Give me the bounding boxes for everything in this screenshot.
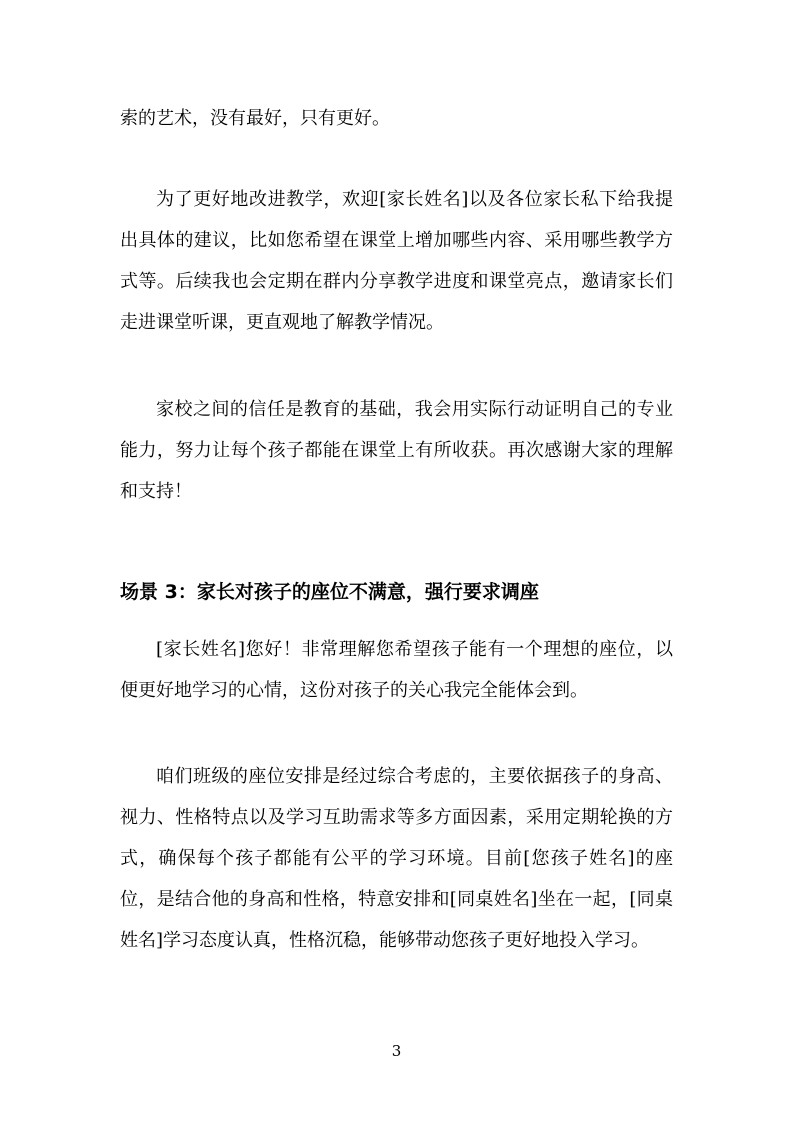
section-heading: 场景 3：家长对孩子的座位不满意，强行要求调座 [120,581,539,603]
paragraph-continuation: 索的艺术，没有最好，只有更好。 [120,108,390,129]
page-number: 3 [391,1042,402,1060]
paragraph-trust: 家校之间的信任是教育的基础，我会用实际行动证明自己的专业能力，努力让每个孩子都能在课堂上有所收获。再次感谢大家的理解和支持！ [120,399,673,502]
paragraph-teaching-suggestions: 为了更好地改进教学，欢迎[家长姓名]以及各位家长私下给我提出具体的建议，比如您希望在课堂上增加哪些内容、采用哪些教学方式等。后续我也会定期在群内分享教学进度和课堂亮点，邀请家长们走进课堂听课，更直观地了解教学情况。 [120,189,673,333]
paragraph-seating-explanation: 咱们班级的座位安排是经过综合考虑的，主要依据孩子的身高、视力、性格特点以及学习互助需求等多方面因素，采用定期轮换的方式，确保每个孩子都能有公平的学习环境。目前[您孩子姓名]的座位，是结合他的身高和性格，特意安排和[同桌姓名]坐在一起，[同桌姓名]学习态度认真，性格沉稳，能够带动您孩子更好地投入学习。 [120,766,673,951]
paragraph-greeting: [家长姓名]您好！非常理解您希望孩子能有一个理想的座位，以便更好地学习的心情，这份对孩子的关心我完全能体会到。 [120,639,673,701]
